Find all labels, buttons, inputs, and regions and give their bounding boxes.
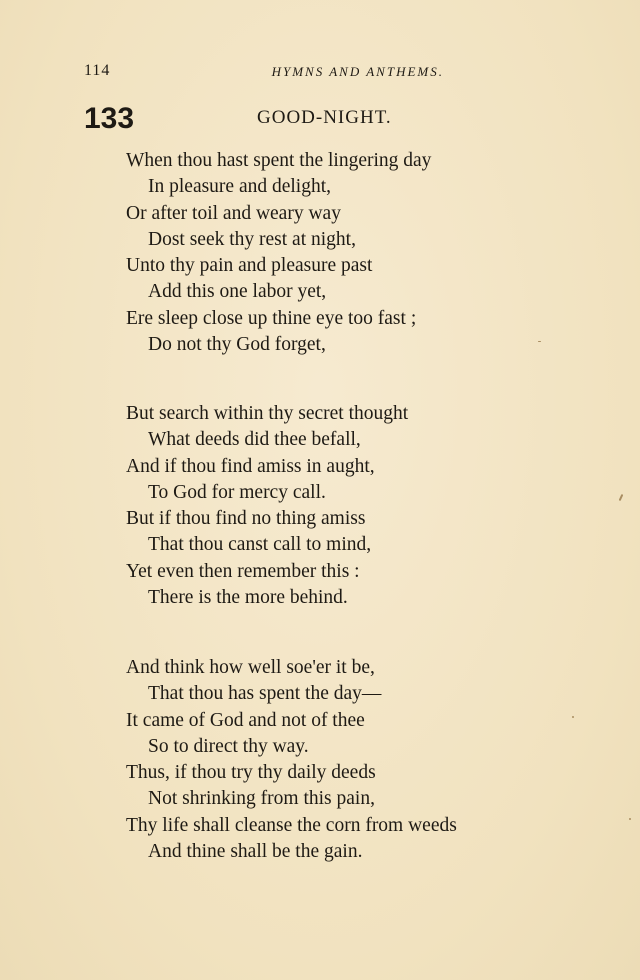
verse-line: There is the more behind. — [148, 587, 348, 609]
verse-line: Not shrinking from this pain, — [148, 788, 375, 810]
stanza-2 — [126, 401, 546, 611]
verse-line: Ere sleep close up thine eye too fast ; — [126, 307, 417, 329]
paper-speck — [629, 818, 631, 820]
verse-line: To God for mercy call. — [148, 481, 326, 503]
verse-line: And think how well soe'er it be, — [126, 657, 375, 678]
verse-line: Unto thy pain and pleasure past — [126, 255, 373, 277]
verse-line: And if thou find amiss in aught, — [126, 455, 375, 477]
hymn-number: 133 — [84, 102, 135, 135]
verse-line: That thou canst call to mind, — [148, 534, 372, 556]
hymn-title: GOOD-NIGHT. — [257, 107, 392, 128]
running-head — [84, 62, 444, 84]
verse-line: What deeds did thee befall, — [148, 429, 361, 451]
verse-line: Or after toil and weary way — [126, 202, 341, 224]
verse-line: When thou hast spent the lingering day — [126, 150, 432, 171]
paper-speck — [572, 716, 574, 718]
verse-line: But search within thy secret thought — [126, 403, 409, 424]
paper-speck — [619, 494, 624, 501]
verse-line: But if thou find no thing amiss — [126, 508, 366, 530]
stanza-1 — [126, 148, 546, 358]
verse-line: Do not thy God forget, — [148, 334, 326, 356]
verse-line: It came of God and not of thee — [126, 709, 365, 731]
verse-line: In pleasure and delight, — [148, 176, 332, 198]
verse-line: Dost seek thy rest at night, — [148, 228, 356, 250]
verse-line: Yet even then remember this : — [126, 560, 360, 582]
stanza-3 — [126, 655, 546, 865]
verse-line: So to direct thy way. — [148, 735, 309, 757]
page-number: 114 — [84, 62, 111, 79]
paper-speck — [538, 341, 541, 342]
verse-line: Add this one labor yet, — [148, 281, 327, 303]
verse-line: Thy life shall cleanse the corn from weeds — [126, 814, 457, 836]
verse-line: And thine shall be the gain. — [148, 841, 363, 863]
verse-line: Thus, if thou try thy daily deeds — [126, 762, 376, 784]
running-title: HYMNS AND ANTHEMS. — [271, 64, 444, 79]
verse-line: That thou has spent the day— — [148, 683, 382, 705]
